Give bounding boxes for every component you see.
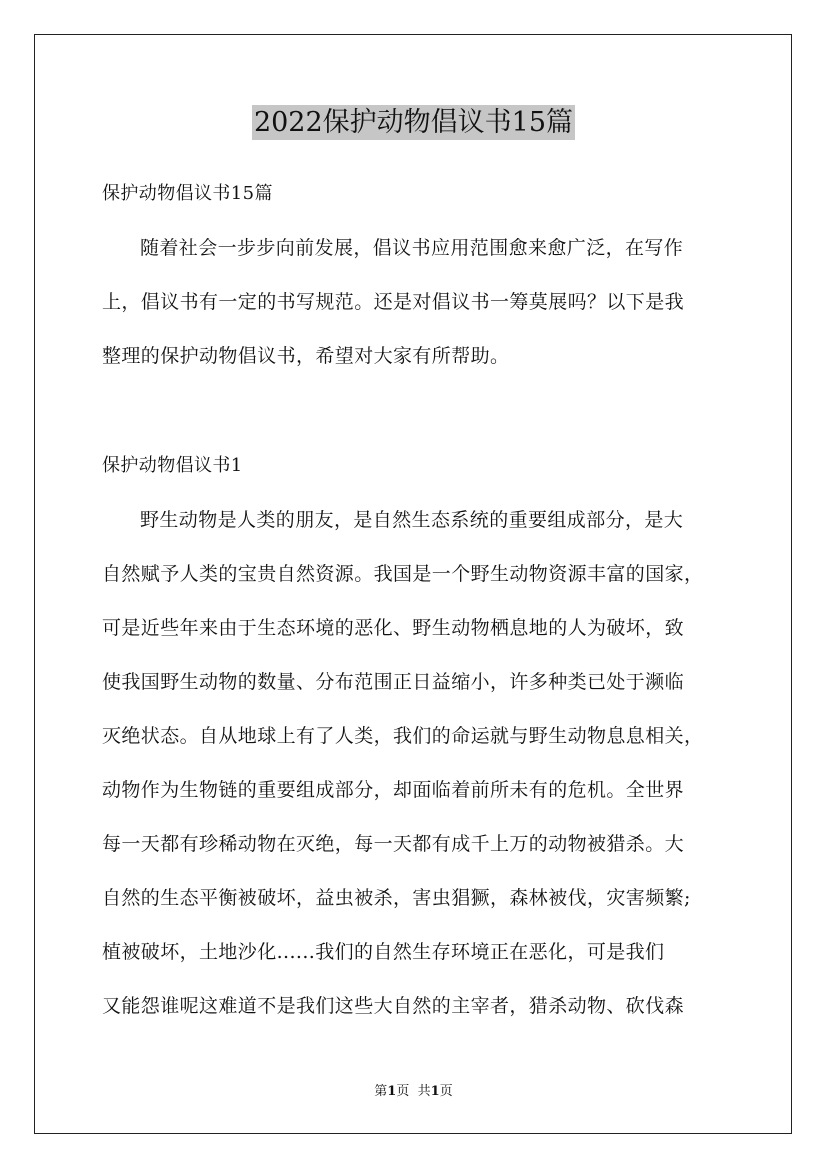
section-heading-1: 保护动物倡议书1 [102,455,243,476]
page-prefix: 第 [374,1084,388,1099]
total-number: 1 [430,1084,440,1099]
section1-line-1: 野生动物是人类的朋友，是自然生态系统的重要组成部分，是大 [140,509,684,531]
section1-line-6: 动物作为生物链的重要组成部分，却面临着前所未有的危机。全世界 [102,779,685,801]
page-footer [0,1083,827,1101]
section1-line-2: 自然赋予人类的宝贵自然资源。我国是一个野生动物资源丰富的国家， [102,563,704,585]
document-title-text: 2022保护动物倡议书15篇 [253,107,574,138]
section1-line-5: 灭绝状态。自从地球上有了人类，我们的命运就与野生动物息息相关， [102,725,704,747]
intro-line-3: 整理的保护动物倡议书，希望对大家有所帮助。 [102,345,510,367]
intro-line-1: 随着社会一步步向前发展，倡议书应用范围愈来愈广泛，在写作 [140,237,684,259]
section1-line-10: 又能怨谁呢这难道不是我们这些大自然的主宰者，猎杀动物、砍伐森 [102,995,685,1017]
page-number: 1 [387,1084,397,1099]
section1-line-3: 可是近些年来由于生态环境的恶化、野生动物栖息地的人为破坏，致 [102,617,685,639]
intro-line-2: 上，倡议书有一定的书写规范。还是对倡议书一筹莫展吗？以下是我 [102,291,685,313]
total-suffix: 页 [439,1084,453,1099]
subtitle: 保护动物倡议书15篇 [102,183,273,204]
document-title [0,100,827,146]
section1-line-4: 使我国野生动物的数量、分布范围正日益缩小，许多种类已处于濒临 [102,671,685,693]
section1-line-9: 植被破坏，土地沙化......我们的自然生存环境正在恶化，可是我们 [102,941,665,963]
total-prefix: 共 [417,1084,431,1099]
section1-line-7: 每一天都有珍稀动物在灭绝，每一天都有成千上万的动物被猎杀。大 [102,833,685,855]
section1-line-8: 自然的生态平衡被破坏，益虫被杀，害虫猖獗，森林被伐，灾害频繁; [102,887,691,909]
page-suffix: 页 [396,1084,410,1099]
